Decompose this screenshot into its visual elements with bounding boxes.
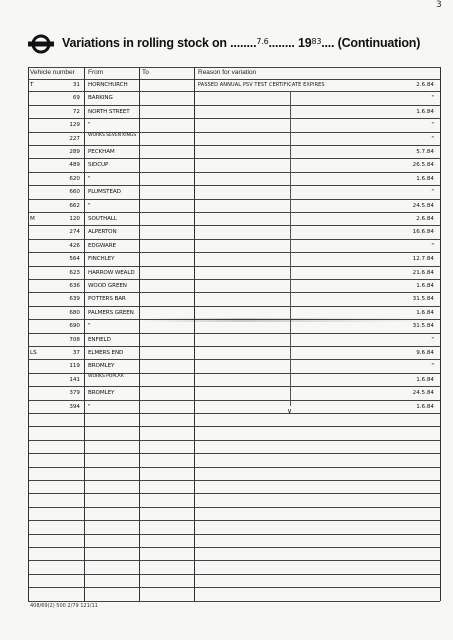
from-garage: WORKS SEVEN KINGS [88,132,137,138]
from-garage: HARROW WEALD [88,269,135,276]
from-garage: EDGWARE [88,242,116,249]
expiry-date: 1.6.84 [416,283,434,289]
vehicle-number: 639 [69,296,80,303]
scan-smudge [140,318,440,322]
expiry-date: 26.5.84 [412,162,434,169]
vehicle-number: 662 [69,202,80,209]
from-garage: POTTERS BAR [88,296,126,303]
vehicle-class [30,400,44,413]
table-row [28,252,440,266]
expiry-date: 24.5.84 [412,202,434,209]
expiry-date: 31.5.84 [412,323,434,330]
table-row [28,440,440,454]
table-row [28,373,440,387]
table-row [28,132,440,146]
from-garage: " [88,202,91,209]
vehicle-number: 72 [72,108,80,115]
column-divider [84,67,85,601]
vehicle-class [30,199,44,212]
vehicle-number: 690 [69,323,80,330]
table-row [28,266,440,280]
from-garage: " [88,122,91,129]
table-row [28,453,440,467]
expiry-date: " [431,189,434,196]
table-row [28,507,440,521]
vehicle-number: 37 [72,350,80,356]
from-garage: BROMLEY [88,390,115,397]
form-title: Variations in rolling stock on ........$^{7.6}$........ $19^{83}$.... (Continuation) [62,36,421,50]
vehicle-number: 119 [69,363,80,370]
vehicle-number: 394 [69,403,80,410]
expiry-date: " [431,122,434,129]
expiry-date: 9.6.84 [416,350,434,356]
vehicle-class [30,158,44,171]
from-garage: FINCHLEY [88,256,115,263]
vehicle-class: M [30,216,35,222]
title-year: 19 [297,36,312,50]
vehicle-number: 141 [69,376,80,383]
from-garage: HORNCHURCH [88,82,128,88]
reason-text: PASSED ANNUAL PSV TEST CERTIFICATE EXPIRES [198,82,325,88]
table-row [28,185,440,199]
table-row [28,480,440,494]
expiry-date: " [431,242,434,249]
london-transport-roundel-icon [28,34,54,54]
expiry-date: 2.6.84 [416,216,434,222]
expiry-date: 12.7.84 [412,256,434,263]
expiry-date: 2.6.84 [416,82,434,88]
vehicle-class [30,145,44,158]
table-row [28,91,440,105]
vehicle-number: 564 [69,256,80,263]
expiry-date: 16.6.84 [412,229,434,236]
table-row [28,400,440,414]
vehicle-number: 227 [69,135,80,142]
table-row [28,172,440,186]
table-row [28,158,440,172]
table-row [28,333,440,347]
vehicle-class: T [30,82,34,88]
vehicle-class [30,118,44,131]
expiry-date: " [431,135,434,142]
vehicle-class [30,373,44,386]
table-row [28,199,440,213]
vehicle-class [30,333,44,346]
vehicle-class [30,239,44,252]
table-row [28,413,440,427]
vehicle-number: 660 [69,189,80,196]
vehicle-number: 379 [69,390,80,397]
table-row [28,78,440,92]
expiry-date: 1.6.84 [416,403,434,410]
form-footer-code: 408/69(2) 500 2/79 121/11 [30,603,98,609]
column-divider [139,67,140,601]
table-row [28,574,440,588]
table-row [28,346,440,360]
column-divider [440,67,441,601]
expiry-date: 1.6.84 [416,309,434,316]
vehicle-number: 69 [72,95,80,102]
table-row [28,279,440,293]
vehicle-number: 289 [69,149,80,155]
vehicle-class [30,185,44,198]
title-year-suffix: 83 [311,37,322,46]
expiry-date: 24.5.84 [412,390,434,397]
title-text: Variations in rolling stock on [62,36,227,50]
expiry-date: 21.6.84 [412,269,434,276]
from-garage: BROMLEY [88,363,115,370]
from-garage: ALPERTON [88,229,117,236]
vehicle-number: 129 [69,122,80,129]
vehicle-number: 31 [72,82,80,88]
from-garage: PECKHAM [88,149,115,155]
expiry-date: 31.5.84 [412,296,434,303]
column-divider [28,67,29,601]
vehicle-number: 623 [69,269,80,276]
table-row [28,212,440,226]
vehicle-class [30,132,44,145]
vehicle-class [30,252,44,265]
ditto-arrow-icon: ∨ [287,407,293,415]
from-garage: PALMERS GREEN [88,309,134,316]
vehicle-number: 620 [69,175,80,182]
title-continuation: (Continuation) [337,36,421,50]
vehicle-number: 708 [69,336,80,343]
table-row [28,467,440,481]
from-garage: BARKING [88,95,113,102]
table-row [28,520,440,534]
table-row [28,386,440,400]
from-garage: " [88,323,91,330]
vehicle-class [30,91,44,104]
expiry-date: " [431,95,434,102]
expiry-date: 1.6.84 [416,108,434,115]
table-row [28,534,440,548]
from-garage: SOUTHALL [88,216,117,222]
column-header-to: To [142,69,149,76]
corner-mark: 3 [436,0,442,10]
expiry-date: 1.6.84 [416,376,434,383]
table-row [28,225,440,239]
expiry-date: " [431,363,434,370]
vehicle-number: 489 [69,162,80,169]
vehicle-number: 120 [69,216,80,222]
vehicle-class [30,292,44,305]
expiry-date: 5.7.84 [416,149,434,155]
vehicle-class [30,319,44,332]
table-row [28,426,440,440]
from-garage: SIDCUP [88,162,109,169]
vehicle-number: 680 [69,309,80,316]
expiry-date: 1.6.84 [416,175,434,182]
from-garage: WORKS POPLAR [88,373,124,379]
table-row [28,359,440,373]
vehicle-number: 636 [69,283,80,289]
from-garage: PLUMSTEAD [88,189,121,196]
vehicle-class [30,279,44,292]
vehicle-class [30,306,44,319]
column-divider [194,67,195,601]
vehicle-class [30,172,44,185]
from-garage: WOOD GREEN [88,283,127,289]
table-row [28,105,440,119]
from-garage: ENFIELD [88,336,111,343]
from-garage: ELMERS END [88,350,124,356]
vehicle-class [30,359,44,372]
column-header-vehicle: Vehicle number [30,69,75,76]
column-header-reason: Reason for variation [198,69,257,76]
form-header [28,32,438,56]
table-row [28,118,440,132]
vehicle-number: 426 [69,242,80,249]
expiry-date: " [431,336,434,343]
column-header-from: From [88,69,104,76]
table-row [28,587,440,601]
vehicle-number: 274 [69,229,80,236]
from-garage: " [88,403,91,410]
table-row [28,547,440,561]
title-date: 7.6 [256,37,269,46]
table-row [28,560,440,574]
vehicle-class: LS [30,350,37,356]
vehicle-class [30,266,44,279]
vehicle-class [30,225,44,238]
variations-table [28,67,440,601]
table-row [28,145,440,159]
table-row [28,239,440,253]
from-garage: " [88,175,91,182]
vehicle-class [30,105,44,118]
table-row [28,493,440,507]
from-garage: NORTH STREET [88,108,130,115]
ditto-line [290,91,291,406]
table-row [28,292,440,306]
vehicle-class [30,386,44,399]
